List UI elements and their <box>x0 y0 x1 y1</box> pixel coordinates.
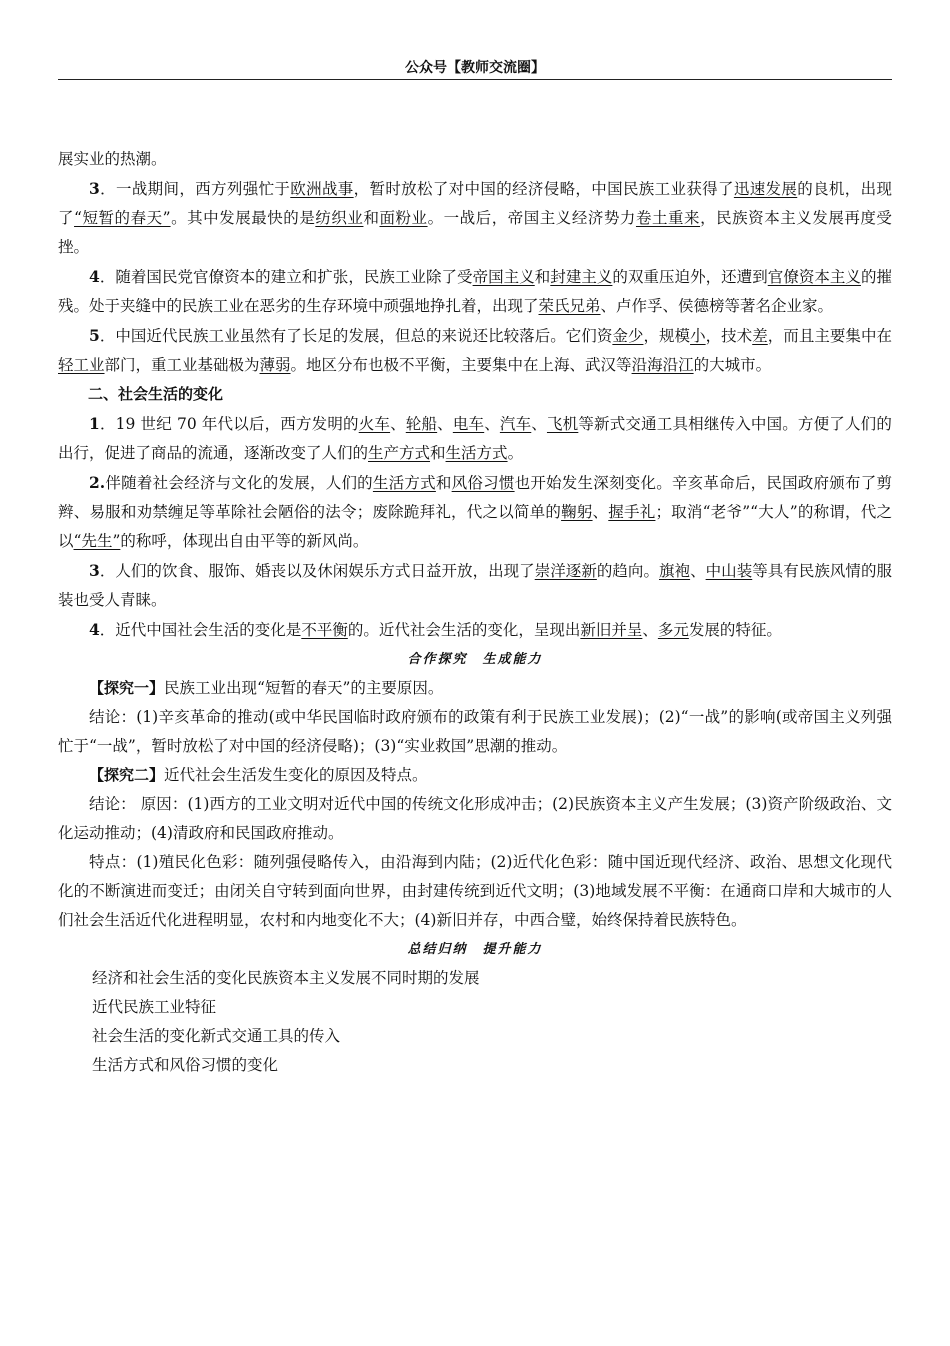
explore-question-2 <box>58 761 892 790</box>
text: 、 <box>390 415 406 433</box>
key-term: 小 <box>690 327 706 345</box>
item-number: 5 <box>89 326 100 345</box>
item-number: 2. <box>89 473 106 492</box>
key-term: 迅速发展 <box>733 180 798 198</box>
text: 和 <box>363 209 380 227</box>
text: 。地区分布也极不平衡，主要集中在上海、武汉等 <box>290 356 632 374</box>
text: ．随着国民党官僚资本的建立和扩张，民族工业除了受 <box>99 268 473 286</box>
text: ，规模 <box>643 327 691 345</box>
text: 、 <box>531 415 547 433</box>
social-paragraph-2 <box>58 468 892 556</box>
text: 。 <box>507 444 524 462</box>
key-term: 卷土重来 <box>635 209 701 227</box>
text: ；取消“老爷”“大人”的称谓，代之以 <box>58 503 892 550</box>
text: 的双重压迫外，还遭到 <box>612 268 768 286</box>
explore-tag: 【探究二】 <box>89 766 165 784</box>
text: 。一战后，帝国主义经济势力 <box>427 209 636 227</box>
key-term: 纺织业 <box>315 209 364 227</box>
text: 展实业的热潮。 <box>58 150 167 168</box>
social-paragraph-3 <box>58 556 892 615</box>
text: 也开始发生深刻变化。辛亥革命后，民国政府颁布了剪辫、易服和劝禁缠足等革除社会陋俗的法令；废除跪拜礼，代之以简单的 <box>58 474 892 521</box>
text: 等具有民族风情的服装也受人青睐。 <box>58 562 892 609</box>
item-number: 3 <box>89 179 100 198</box>
text: 的良机，出现了 <box>58 180 892 227</box>
text: 部门，重工业基础极为 <box>104 356 260 374</box>
text: 、 <box>437 415 453 433</box>
paragraph-3 <box>58 174 892 262</box>
text: ，民族资本主义发展再度受挫。 <box>58 209 892 256</box>
text: 和 <box>534 268 551 286</box>
key-term: 中山装 <box>705 562 753 580</box>
paragraph-continuation <box>58 145 892 174</box>
key-term: 薄弱 <box>259 356 291 374</box>
text: 的。近代社会生活的变化，呈现出 <box>347 621 581 639</box>
text: 近代社会生活发生变化的原因及特点。 <box>164 766 428 784</box>
summary-line: 近代民族工业特征 <box>92 998 217 1016</box>
key-term: 生活方式 <box>445 444 508 462</box>
key-term: 鞠躬 <box>561 503 593 521</box>
item-number: 4 <box>89 267 100 286</box>
key-term: 封建主义 <box>550 268 613 286</box>
text: ．人们的饮食、服饰、婚丧以及休闲娱乐方式日益开放，出现了 <box>99 562 535 580</box>
text: 和 <box>430 444 446 462</box>
text: 民族工业出现“短暂的春天”的主要原因。 <box>164 679 444 697</box>
text: 等新式交通工具相继传入中国。方便了人们的出行，促进了商品的流通，逐渐改变了人们的 <box>58 415 892 462</box>
key-term: 不平衡 <box>301 621 348 639</box>
summary-section-title: 总结归纳 提升能力 <box>407 942 543 957</box>
key-term: “先生” <box>73 532 121 550</box>
explore-section-title: 合作探究 生成能力 <box>407 652 543 667</box>
key-term: 欧洲战事 <box>290 180 354 198</box>
key-term: 飞机 <box>546 415 579 433</box>
text: ．近代中国社会生活的变化是 <box>99 621 302 639</box>
key-term: 汽车 <box>499 415 532 433</box>
key-term: 电车 <box>452 415 485 433</box>
text: 伴随着社会经济与文化的发展，人们的 <box>105 474 373 492</box>
text: 的趋向。 <box>596 562 659 580</box>
key-term: 面粉业 <box>379 209 428 227</box>
key-term: 沿海沿江 <box>631 356 694 374</box>
page-header: 公众号【教师交流圈】 <box>58 58 892 80</box>
key-term: 金少 <box>612 327 644 345</box>
text: 的摧残。处于夹缝中的民族工业在恶劣的生存环境中顽强地挣扎着，出现了 <box>58 268 892 315</box>
text: 的大城市。 <box>693 356 772 374</box>
item-number: 1 <box>89 414 100 433</box>
social-paragraph-1 <box>58 409 892 468</box>
section-heading: 二、社会生活的变化 <box>88 385 224 403</box>
text: ．一战期间，西方列强忙于 <box>99 180 291 198</box>
key-term: 生活方式 <box>372 474 436 492</box>
item-number: 4 <box>89 620 100 639</box>
explore-question-1 <box>58 674 892 703</box>
key-term: 火车 <box>358 415 391 433</box>
text: 的称呼，体现出自由平等的新风尚。 <box>120 532 369 550</box>
text: ，技术 <box>705 327 753 345</box>
key-term: 风俗习惯 <box>451 474 515 492</box>
summary-line: 经济和社会生活的变化民族资本主义发展不同时期的发展 <box>92 969 480 987</box>
document-body <box>58 145 892 1080</box>
text: 、 <box>642 621 658 639</box>
explore-characteristics: 特点：(1)殖民化色彩：随列强侵略传入，由沿海到内陆；(2)近代化色彩：随中国近现代经济、政治、思想文化现代化的不断演进而变迁；由闭关自守转到面向世界，由封建传统到近代文明；(3)地域发展不平衡：在通商口岸和大城市的人们社会生活近代化进程明显，农村和内地变化不大；(4)新旧并存，中西合璧，始终保持着民族特色。 <box>58 853 892 929</box>
text: 。其中发展最快的是 <box>170 209 316 227</box>
key-term: 荣氏兄弟 <box>538 297 601 315</box>
summary-line: 生活方式和风俗习惯的变化 <box>92 1056 279 1074</box>
explore-conclusion-1: 结论：(1)辛亥革命的推动(或中华民国临时政府颁布的政策有利于民族工业发展)；(2)“一战”的影响(或帝国主义列强忙于“一战”，暂时放松了对中国的经济侵略)；(3)“实业救国”思潮的推动。 <box>58 708 892 755</box>
text: 、卢作孚、侯德榜等著名企业家。 <box>600 297 834 315</box>
text: 和 <box>435 474 452 492</box>
key-term: 新旧并呈 <box>580 621 643 639</box>
text: 、 <box>690 562 706 580</box>
text: ，而且主要集中在 <box>767 327 892 345</box>
key-term: 生产方式 <box>368 444 431 462</box>
explore-conclusion-2: 结论： 原因：(1)西方的工业文明对近代中国的传统文化形成冲击；(2)民族资本主义产生发展；(3)资产阶级政治、文化运动推动；(4)清政府和民国政府推动。 <box>58 795 892 842</box>
text: 、 <box>484 415 500 433</box>
text: ．19 世纪 70 年代以后，西方发明的 <box>99 415 359 433</box>
paragraph-5 <box>58 321 892 380</box>
key-term: 差 <box>752 327 768 345</box>
text: 发展的特征。 <box>688 621 782 639</box>
key-term: 旗袍 <box>659 562 691 580</box>
key-term: 多元 <box>657 621 689 639</box>
key-term: 握手礼 <box>608 503 656 521</box>
key-term: 轻工业 <box>58 356 105 374</box>
key-term: 帝国主义 <box>472 268 535 286</box>
text: ，暂时放松了对中国的经济侵略，中国民族工业获得了 <box>353 180 734 198</box>
item-number: 3 <box>89 561 100 580</box>
key-term: 崇洋逐新 <box>534 562 597 580</box>
explore-tag: 【探究一】 <box>89 679 165 697</box>
key-term: 轮船 <box>405 415 438 433</box>
key-term: 官僚资本主义 <box>767 268 861 286</box>
paragraph-4 <box>58 262 892 321</box>
social-paragraph-4 <box>58 615 892 645</box>
text: 、 <box>592 503 609 521</box>
summary-line: 社会生活的变化新式交通工具的传入 <box>92 1027 341 1045</box>
text: ．中国近代民族工业虽然有了长足的发展，但总的来说还比较落后。它们资 <box>99 327 613 345</box>
key-term: “短暂的春天” <box>74 209 171 227</box>
